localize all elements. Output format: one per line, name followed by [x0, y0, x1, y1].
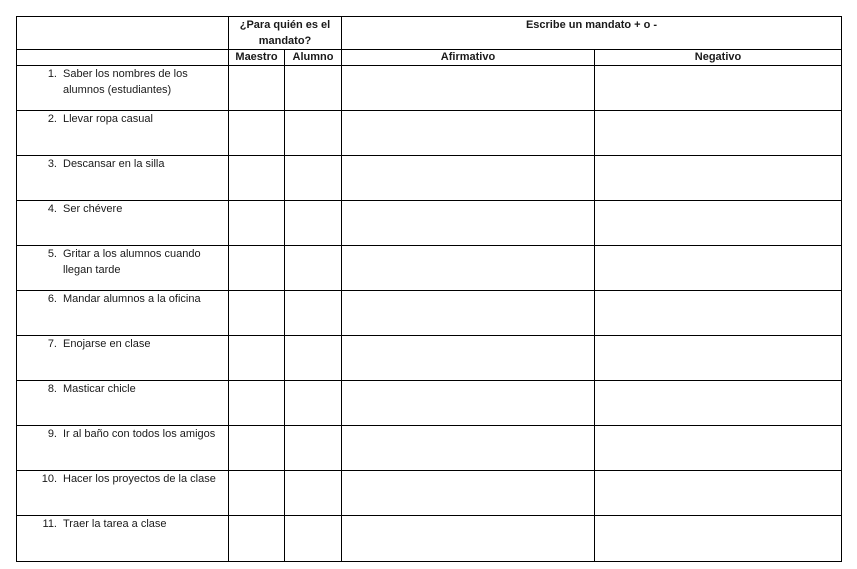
negative-answer-cell[interactable] [595, 291, 842, 336]
worksheet-table [16, 16, 842, 562]
student-check-cell[interactable] [285, 516, 342, 562]
affirmative-answer-cell[interactable] [342, 246, 595, 291]
item-text: Saber los nombres de los alumnos (estudiantes) [63, 68, 188, 96]
item-text: Hacer los proyectos de la clase [63, 473, 216, 485]
header-teacher: Maestro [229, 50, 285, 66]
worksheet-rows [17, 66, 842, 562]
item-prompt-cell [17, 111, 229, 156]
item-number: 4. [47, 203, 57, 215]
item-number: 8. [47, 383, 57, 395]
student-check-cell[interactable] [285, 66, 342, 111]
item-number: 1. [47, 68, 57, 80]
teacher-check-cell[interactable] [229, 201, 285, 246]
negative-answer-cell[interactable] [595, 246, 842, 291]
table-row [17, 471, 842, 516]
table-row [17, 201, 842, 246]
student-check-cell[interactable] [285, 111, 342, 156]
header-student: Alumno [285, 50, 342, 66]
affirmative-answer-cell[interactable] [342, 111, 595, 156]
table-row [17, 336, 842, 381]
negative-answer-cell[interactable] [595, 111, 842, 156]
teacher-check-cell[interactable] [229, 336, 285, 381]
teacher-check-cell[interactable] [229, 156, 285, 201]
table-row [17, 381, 842, 426]
student-check-cell[interactable] [285, 156, 342, 201]
item-number: 5. [47, 248, 57, 260]
header-blank-top [17, 17, 229, 50]
student-check-cell[interactable] [285, 381, 342, 426]
negative-answer-cell[interactable] [595, 426, 842, 471]
affirmative-answer-cell[interactable] [342, 471, 595, 516]
teacher-check-cell[interactable] [229, 66, 285, 111]
affirmative-answer-cell[interactable] [342, 516, 595, 562]
teacher-check-cell[interactable] [229, 471, 285, 516]
teacher-check-cell[interactable] [229, 111, 285, 156]
item-prompt-cell [17, 426, 229, 471]
table-row [17, 291, 842, 336]
header-row-top [17, 17, 842, 50]
student-check-cell[interactable] [285, 246, 342, 291]
negative-answer-cell[interactable] [595, 516, 842, 562]
item-text: Ser chévere [63, 203, 123, 215]
student-check-cell[interactable] [285, 201, 342, 246]
student-check-cell[interactable] [285, 336, 342, 381]
item-text: Ir al baño con todos los amigos [63, 428, 216, 440]
teacher-check-cell[interactable] [229, 381, 285, 426]
item-text: Enojarse en clase [63, 338, 151, 350]
item-number: 10. [41, 473, 57, 485]
affirmative-answer-cell[interactable] [342, 291, 595, 336]
student-check-cell[interactable] [285, 471, 342, 516]
table-row [17, 111, 842, 156]
negative-answer-cell[interactable] [595, 156, 842, 201]
affirmative-answer-cell[interactable] [342, 381, 595, 426]
table-row [17, 156, 842, 201]
item-text: Llevar ropa casual [63, 113, 153, 125]
item-number: 6. [47, 293, 57, 305]
item-number: 9. [47, 428, 57, 440]
item-number: 11. [42, 518, 57, 530]
table-row [17, 426, 842, 471]
item-number: 2. [47, 113, 57, 125]
teacher-check-cell[interactable] [229, 246, 285, 291]
item-prompt-cell [17, 291, 229, 336]
header-write-command: Escribe un mandato + o - [342, 17, 842, 50]
teacher-check-cell[interactable] [229, 426, 285, 471]
header-negative: Negativo [595, 50, 842, 66]
negative-answer-cell[interactable] [595, 381, 842, 426]
item-number: 3. [47, 158, 57, 170]
header-row-sub [17, 50, 842, 66]
teacher-check-cell[interactable] [229, 291, 285, 336]
item-text: Traer la tarea a clase [63, 518, 167, 530]
item-prompt-cell [17, 246, 229, 291]
negative-answer-cell[interactable] [595, 336, 842, 381]
item-prompt-cell [17, 471, 229, 516]
item-prompt-cell [17, 201, 229, 246]
item-prompt-cell [17, 156, 229, 201]
item-prompt-cell [17, 66, 229, 111]
affirmative-answer-cell[interactable] [342, 66, 595, 111]
affirmative-answer-cell[interactable] [342, 156, 595, 201]
negative-answer-cell[interactable] [595, 201, 842, 246]
item-text: Descansar en la silla [63, 158, 165, 170]
teacher-check-cell[interactable] [229, 516, 285, 562]
item-prompt-cell [17, 381, 229, 426]
item-prompt-cell [17, 516, 229, 562]
negative-answer-cell[interactable] [595, 471, 842, 516]
item-number: 7. [47, 338, 57, 350]
student-check-cell[interactable] [285, 426, 342, 471]
affirmative-answer-cell[interactable] [342, 336, 595, 381]
affirmative-answer-cell[interactable] [342, 426, 595, 471]
affirmative-answer-cell[interactable] [342, 201, 595, 246]
negative-answer-cell[interactable] [595, 66, 842, 111]
table-row [17, 516, 842, 562]
table-row [17, 66, 842, 111]
student-check-cell[interactable] [285, 291, 342, 336]
item-prompt-cell [17, 336, 229, 381]
header-blank-sub [17, 50, 229, 66]
header-for-whom: ¿Para quién es el mandato? [229, 17, 342, 50]
item-text: Gritar a los alumnos cuando llegan tarde [63, 248, 201, 276]
table-row [17, 246, 842, 291]
item-text: Mandar alumnos a la oficina [63, 293, 201, 305]
item-text: Masticar chicle [63, 383, 136, 395]
header-affirmative: Afirmativo [342, 50, 595, 66]
